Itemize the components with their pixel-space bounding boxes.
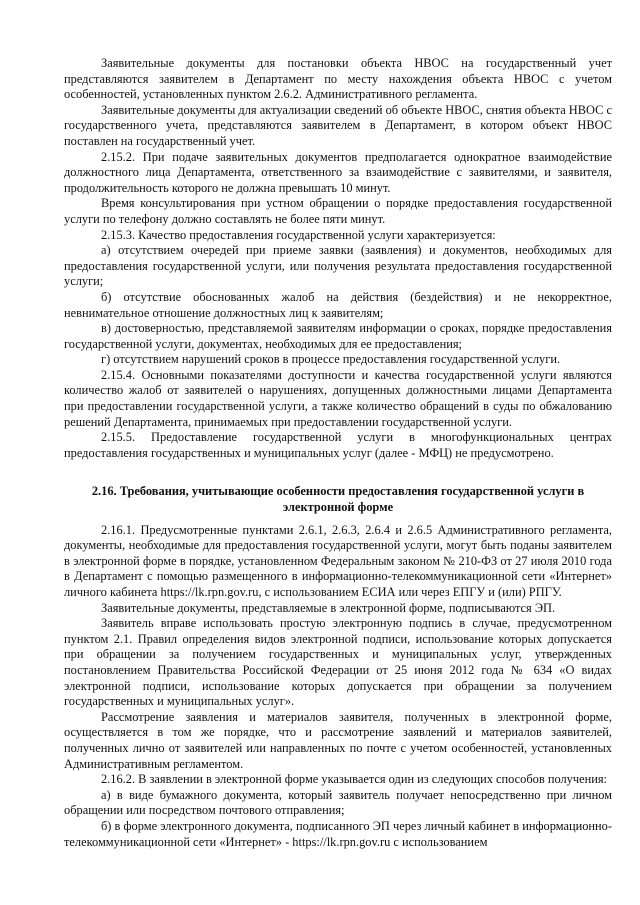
paragraph: 2.16.2. В заявлении в электронной форме указывается один из следующих способов получения: bbox=[101, 772, 607, 787]
text-block-before bbox=[64, 56, 612, 461]
paragraph: 2.16.1. Предусмотренные пунктами 2.6.1, 2.6.3, 2.6.4 и 2.6.5 Административного регламента, документы, необходимые для предоставления государственной услуги, могут быть поданы заявителем в электронной форме в порядке, установленном Федеральным законом № 210-ФЗ от 27 июля 2010 года в Департамент с помощью размещенного в информационно-телекоммуникационной сети «Интернет» личного кабинета https://lk.rpn.gov.ru, с использованием ЕСИА или через ЕПГУ и (или) РПГУ. bbox=[64, 522, 612, 599]
paragraph: 2.15.5. Предоставление государственной услуги в многофункциональных центрах предоставления государственных и муниципальных услуг (далее - МФЦ) не предусмотрено. bbox=[64, 430, 612, 460]
paragraph: 2.15.2. При подаче заявительных документов предполагается однократное взаимодействие должностного лица Департамента, ответственного за взаимодействие с заявителями, и заявителя, продолжительность которого не должна превышать 10 минут. bbox=[64, 149, 612, 195]
paragraph: Заявительные документы, представляемые в электронной форме, подписываются ЭП. bbox=[101, 600, 556, 615]
paragraph: Заявитель вправе использовать простую электронную подпись в случае, предусмотренном пунктом 2.1. Правил определения видов электронной подписи, использование которых допускается при обращении за получением государственных и муниципальных услуг, утвержденных постановлением Правительства Российской Федерации от 25 июня 2012 года № 634 «О видах электронной подписи, использование которых допускается при обращении за получением государственных и муниципальных услуг». bbox=[64, 616, 612, 709]
paragraph: Заявительные документы для актуализации сведений об объекте НВОС, снятия объекта НВОС с государственного учета, представляются заявителем в Департамент, в котором объект НВОС поставлен на государственный учет. bbox=[64, 102, 612, 148]
paragraph: 2.15.4. Основными показателями доступности и качества государственной услуги являются количество жалоб от заявителей о нарушениях, допущенных должностными лицами Департамента при предоставлении государственной услуги, а также количество обращений в суды по обжалованию решений Департамента, принимаемых при предоставлении государственной услуги. bbox=[64, 367, 612, 429]
paragraph: Время консультирования при устном обращении о порядке предоставления государственной услуги по телефону должно составлять не более пяти минут. bbox=[64, 196, 612, 226]
list-item: б) отсутствие обоснованных жалоб на действия (бездействия) и не некорректное, невнимательное отношение должностных лиц к заявителям; bbox=[64, 289, 612, 320]
text-block-after bbox=[64, 523, 612, 850]
section-heading: 2.16. Требования, учитывающие особенности предоставления государственной услуги в электронной форме bbox=[91, 484, 585, 515]
paragraph: Заявительные документы для постановки объекта НВОС на государственный учет представляются заявителем в Департамент по месту нахождения объекта НВОС с учетом особенностей, установленных пунктом 2.6.2. Административного регламента. bbox=[64, 56, 612, 102]
list-item: а) отсутствием очередей при приеме заявки (заявления) и документов, необходимых для предоставления государственной услуги, или получения результата предоставления государственной услуги; bbox=[64, 243, 612, 289]
list-item: г) отсутствием нарушений сроков в процессе предоставления государственной услуги. bbox=[101, 352, 561, 367]
paragraph: Рассмотрение заявления и материалов заявителя, полученных в электронной форме, осуществляется в том же порядке, что и рассмотрение заявлений и материалов заявителей, полученных лично от заявителей или направленных по почте с учетом особенностей, установленных Административным регламентом. bbox=[64, 709, 612, 771]
list-item: в) достоверностью, представляемой заявителям информации о сроках, порядке предоставления государственной услуги, документах, необходимых для ее предоставления; bbox=[64, 321, 612, 351]
list-item: б) в форме электронного документа, подписанного ЭП через личный кабинет в информационно-телекоммуникационной сети «Интернет» - https://lk.rpn.gov.ru с использованием bbox=[64, 818, 612, 849]
paragraph: 2.15.3. Качество предоставления государственной услуги характеризуется: bbox=[101, 227, 496, 242]
list-item: а) в виде бумажного документа, который заявитель получает непосредственно при личном обращении или посредством почтового отправления; bbox=[64, 787, 612, 818]
